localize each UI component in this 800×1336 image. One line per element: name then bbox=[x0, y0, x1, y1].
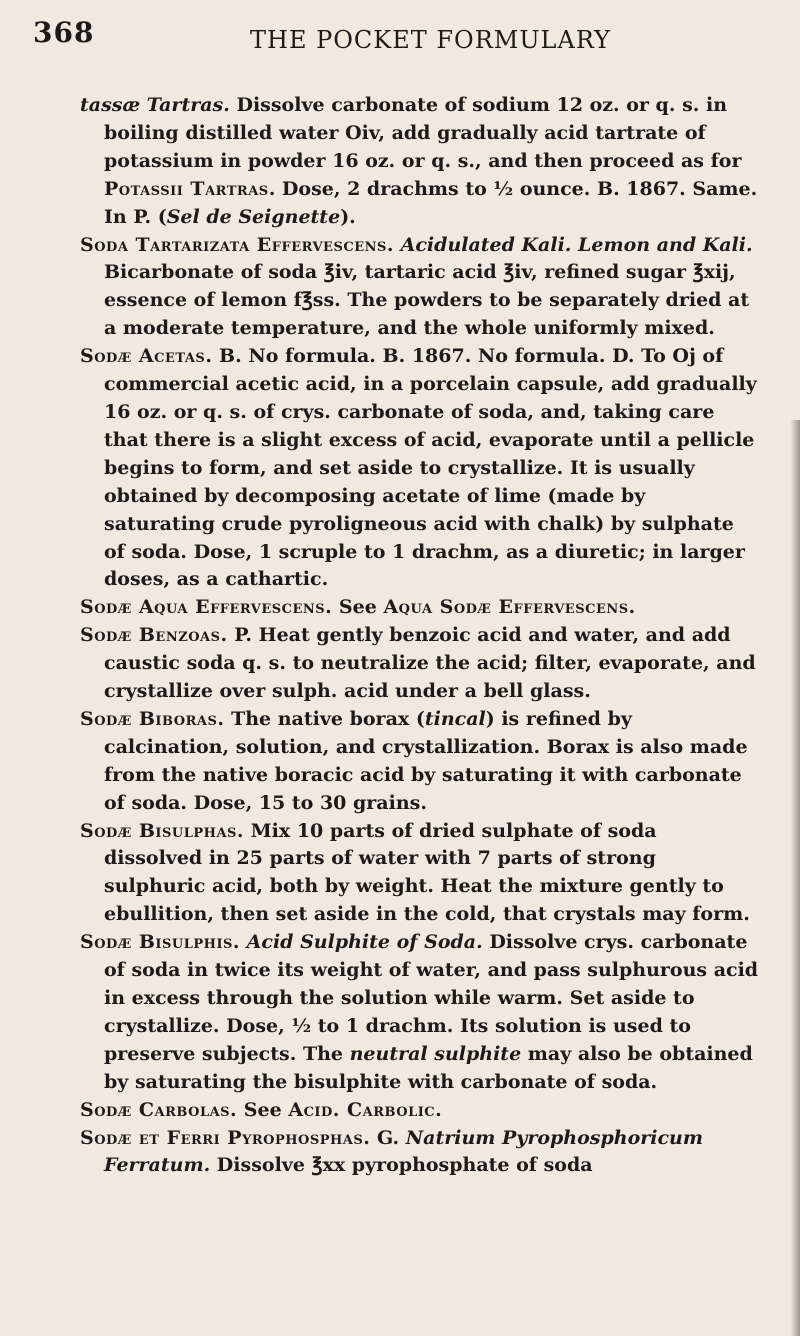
entry-headword: Sodæ Aqua Effervescens. bbox=[80, 596, 333, 619]
running-head: THE POCKET FORMULARY bbox=[250, 26, 612, 54]
entry-text bbox=[240, 931, 247, 953]
entry-headword: Sodæ et Ferri Pyrophosphas. bbox=[80, 1126, 371, 1149]
entry-headword: Sodæ Benzoas. bbox=[80, 624, 228, 647]
entry-text: G. bbox=[370, 1126, 406, 1149]
entry-text: ) is refined by calcination, solution, and crystallization. Borax is also made from the native boracic acid by saturating it with carbonate of soda. Dose, 15 to 30 grains. bbox=[104, 707, 748, 814]
entry-sodae-et-ferri bbox=[80, 1125, 760, 1181]
entry-italic: tassæ Tartras. bbox=[80, 94, 230, 116]
entry-text: Dissolve carbonate of sodium 12 oz. or q. s. in boiling distilled water Oiv, add gradually acid tartrate of potassium in powder 16 oz. or q. s., and then proceed as for bbox=[104, 94, 742, 172]
entry-italic: neutral sulphite bbox=[349, 1042, 522, 1065]
entry-text: Dissolve crys. carbonate of soda in twice its weight of water, and pass sulphurous acid in excess through the solution while warm. Set aside to crystallize. Dose, ½ to 1 drachm. Its solution is used to preserve subjects. The bbox=[104, 931, 759, 1065]
entry-text: may also be obtained by saturating the bisulphite with carbonate of soda. bbox=[104, 1042, 753, 1093]
entry-text: B. No formula. B. 1867. No formula. D. To Oj of commercial acetic acid, in a porcelain capsule, add gradually 16 oz. or q. s. of crys. carbonate of soda, and, taking care that there is a slight excess of acid, evaporate until a pellicle begins to form, and set aside to crystallize. It is usually obtained by decomposing acetate of lime (made by saturating crude pyroligneous acid with chalk) by sulphate of soda. Dose, 1 scruple to 1 drachm, as a diuretic; in larger doses, as a cathartic. bbox=[104, 345, 757, 591]
entry-sodae-bisulphis bbox=[80, 929, 760, 1096]
entry-sodae-aqua bbox=[80, 594, 760, 622]
entry-tassae-tartras bbox=[80, 92, 760, 232]
cross-reference: Potassii Tartras bbox=[104, 177, 269, 200]
entry-text: P. Heat gently benzoic acid and water, and add caustic soda q. s. to neutralize the acid; filter, evaporate, and crystallize over sulph. acid under a bell glass. bbox=[104, 624, 756, 703]
entry-text: See bbox=[237, 1098, 289, 1121]
entry-text: ). bbox=[340, 205, 356, 228]
entry-headword: Sodæ Acetas. bbox=[80, 345, 213, 368]
entry-text: Dissolve ℥xx pyrophosphate of soda bbox=[210, 1154, 593, 1177]
entry-italic: Acid Sulphite of Soda. bbox=[246, 931, 483, 954]
entry-headword: Sodæ Bisulphas. bbox=[80, 819, 245, 842]
entry-sodae-acetas bbox=[80, 343, 760, 594]
entry-soda-tartarizata bbox=[80, 232, 760, 344]
entry-text: . Dose, 2 drachms to ½ ounce. B. 1867. Same. In P. ( bbox=[104, 177, 758, 228]
entry-text: Bicarbonate of soda ℥iv, tartaric acid ℥iv, refined sugar ℥xij, essence of lemon f℥ss. The powders to be separately dried at a moderate temperature, and the whole uniformly mixed. bbox=[104, 261, 750, 340]
formulary-text bbox=[80, 92, 760, 1180]
entry-italic: tincal bbox=[424, 707, 486, 730]
entry-headword: Soda Tartarizata Effervescens. bbox=[80, 233, 394, 256]
entry-text: Mix 10 parts of dried sulphate of soda dissolved in 25 parts of water with 7 parts of strong sulphuric acid, both by weight. Heat the mixture gently to ebullition, then set aside in the cold, that crystals may form. bbox=[104, 819, 750, 926]
entry-italic: Natrium Pyrophosphoricum Ferratum. bbox=[104, 1126, 703, 1177]
entry-headword: Sodæ Biboras. bbox=[80, 707, 225, 730]
entry-sodae-carbolas bbox=[80, 1097, 760, 1125]
entry-text: . bbox=[628, 596, 636, 619]
entry-sodae-bisulphas bbox=[80, 818, 760, 930]
cross-reference: Acid. Carbolic bbox=[288, 1098, 436, 1121]
entry-italic: Sel de Seignette bbox=[166, 205, 341, 228]
entry-headword: Sodæ Carbolas. bbox=[80, 1098, 238, 1121]
cross-reference: Aqua Sodæ Effervescens bbox=[383, 596, 629, 619]
entry-italic: Acidulated Kali. Lemon and Kali. bbox=[400, 233, 753, 256]
entry-text: The native borax ( bbox=[224, 707, 425, 730]
entry-sodae-biboras bbox=[80, 706, 760, 818]
entry-text: . bbox=[435, 1098, 442, 1121]
page-header bbox=[0, 0, 800, 80]
entry-sodae-benzoas bbox=[80, 622, 760, 706]
page-number: 368 bbox=[33, 16, 95, 49]
entry-text: See bbox=[332, 596, 384, 619]
entry-headword: Sodæ Bisulphis. bbox=[80, 931, 241, 954]
page-edge-shadow bbox=[790, 420, 800, 1336]
